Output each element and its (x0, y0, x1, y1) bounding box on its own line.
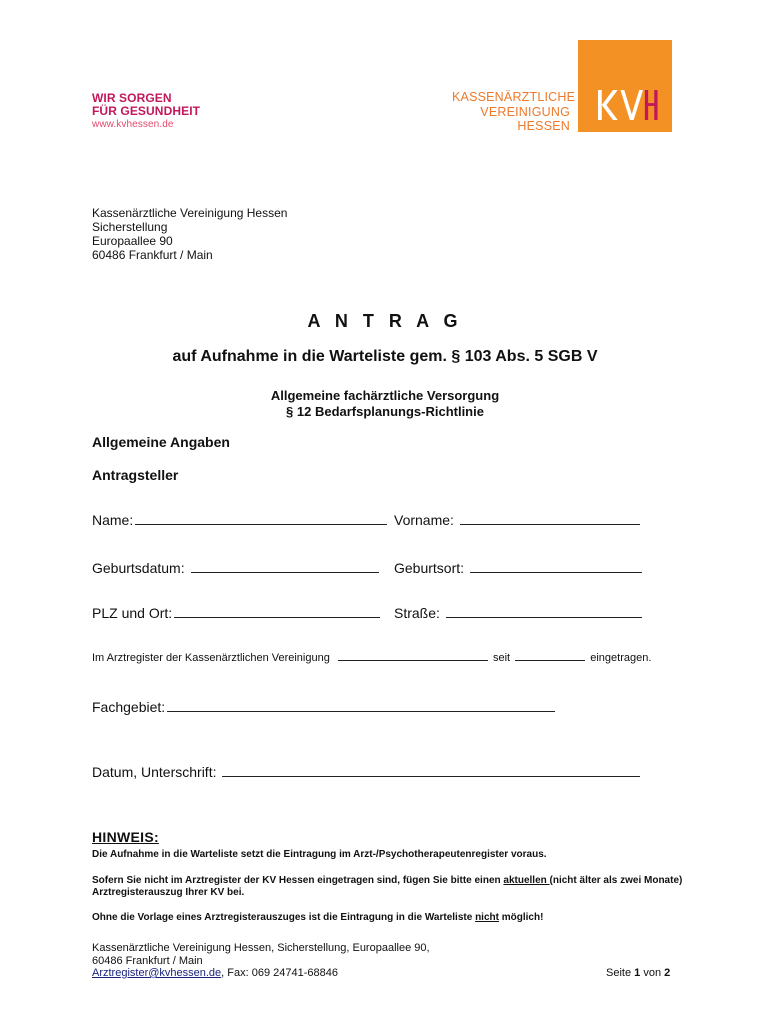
datum-unterschrift-field[interactable] (222, 764, 640, 777)
hinweis-title: HINWEIS: (92, 829, 159, 845)
footer-fax: , Fax: 069 24741-68846 (221, 967, 338, 979)
footer-email-link[interactable]: Arztregister@kvhessen.de (92, 967, 222, 979)
register-text-2: seit (492, 652, 511, 664)
address-line-4: 60486 Frankfurt / Main (92, 248, 213, 262)
recipient-address (92, 206, 287, 262)
strasse-field[interactable] (446, 605, 642, 618)
subtitle-2-line-1: Allgemeine fachärztliche Versorgung (270, 388, 500, 403)
strasse-row (394, 605, 644, 621)
geburtsdatum-field[interactable] (191, 560, 379, 573)
org-name-line-3: HESSEN (517, 119, 570, 133)
footer-line-3 (92, 967, 430, 980)
hinweis-p2-text-b: (nicht älter als zwei Monate) Arztregisterauszug Ihrer KV bei. (92, 875, 683, 898)
vorname-row (394, 512, 642, 528)
org-name-line-2: VEREINIGUNG (480, 104, 570, 119)
hinweis-paragraph-2 (92, 875, 692, 899)
footer-line-2: 60486 Frankfurt / Main (92, 954, 203, 967)
plz-ort-field[interactable] (174, 605, 380, 618)
footer-line-1: Kassenärztliche Vereinigung Hessen, Sicherstellung, Europaallee 90, (92, 942, 430, 954)
page-of: von (643, 967, 662, 979)
org-name (452, 90, 576, 134)
address-line-3: Europaallee 90 (92, 234, 173, 248)
geburtsort-row (394, 560, 644, 576)
name-label: Name: (92, 512, 134, 528)
slogan-line-1: WIR SORGEN (92, 91, 172, 105)
document-subtitle-2 (0, 388, 770, 420)
fachgebiet-row (92, 699, 557, 715)
datum-unterschrift-label: Datum, Unterschrift: (92, 764, 217, 780)
address-line-1: Kassenärztliche Vereinigung Hessen (92, 206, 288, 220)
hinweis-p2-underlined: aktuellen (503, 875, 550, 886)
slogan (92, 92, 200, 132)
plz-ort-label: PLZ und Ort: (92, 605, 173, 621)
geburtsort-label: Geburtsort: (394, 560, 465, 576)
register-text-3: eingetragen. (590, 652, 652, 664)
footer (92, 942, 430, 980)
register-date-field[interactable] (515, 651, 585, 661)
slogan-url: www.kvhessen.de (92, 119, 174, 130)
fachgebiet-label: Fachgebiet: (92, 699, 166, 715)
hinweis-p3-text-a: Ohne die Vorlage eines Arztregisterauszuges ist die Eintragung in die Warteliste (92, 912, 476, 923)
register-text-1: Im Arztregister der Kassenärztlichen Vereinigung (92, 652, 330, 664)
name-field[interactable] (135, 512, 387, 525)
kvh-logo (578, 40, 672, 132)
page-number (606, 967, 670, 979)
kvh-logo-icon (596, 90, 660, 120)
hinweis-paragraph-1: Die Aufnahme in die Warteliste setzt die Eintragung im Arzt-/Psychotherapeutenregister voraus. (92, 849, 547, 860)
page-total: 2 (664, 967, 671, 979)
vorname-field[interactable] (460, 512, 640, 525)
datum-unterschrift-row (92, 764, 642, 780)
section-general: Allgemeine Angaben (92, 434, 230, 450)
geburtsdatum-label: Geburtsdatum: (92, 560, 185, 576)
register-row (92, 651, 651, 664)
hinweis-p3-underlined: nicht (475, 912, 499, 923)
slogan-line-2: FÜR GESUNDHEIT (92, 104, 201, 118)
geburtsort-field[interactable] (470, 560, 642, 573)
section-applicant: Antragsteller (92, 467, 179, 483)
name-row (92, 512, 389, 528)
plz-ort-row (92, 605, 382, 621)
document-subtitle: auf Aufnahme in die Warteliste gem. § 103 Abs. 5 SGB V (172, 348, 598, 365)
hinweis-p3-text-b: möglich! (498, 912, 544, 923)
register-kv-field[interactable] (338, 651, 488, 661)
hinweis-paragraph-3 (92, 912, 692, 924)
page-current: 1 (634, 967, 641, 979)
strasse-label: Straße: (394, 605, 440, 621)
vorname-label: Vorname: (394, 512, 454, 528)
hinweis-p2-text-a: Sofern Sie nicht im Arztregister der KV Hessen eingetragen sind, fügen Sie bitte einen (92, 875, 504, 886)
subtitle-2-line-2: § 12 Bedarfsplanungs-Richtlinie (286, 404, 484, 419)
address-line-2: Sicherstellung (92, 220, 168, 234)
fachgebiet-field[interactable] (167, 699, 555, 712)
document-title: A N T R A G (307, 311, 463, 331)
org-name-line-1: KASSENÄRZTLICHE (452, 90, 576, 104)
page-label: Seite (606, 967, 632, 979)
geburtsdatum-row (92, 560, 381, 576)
